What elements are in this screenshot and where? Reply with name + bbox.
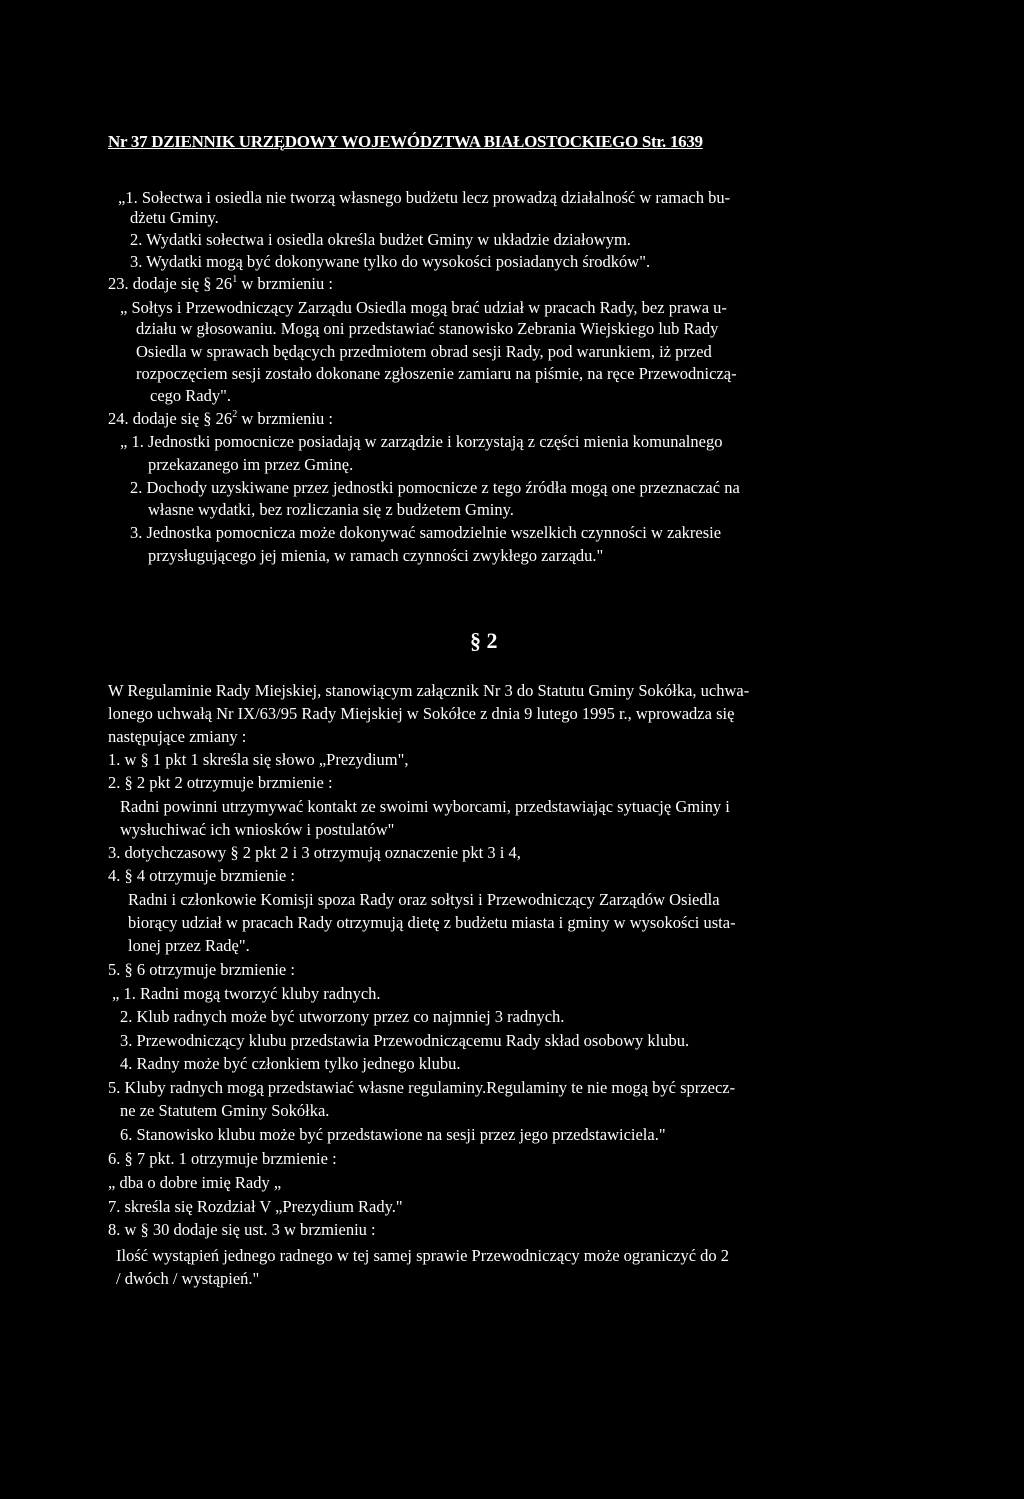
text-line: „ dba o dobre imię Rady „ xyxy=(108,1173,282,1192)
text-line: przekazanego im przez Gminę. xyxy=(148,455,354,474)
text-line: „ Sołtys i Przewodniczący Zarządu Osiedla mogą brać udział w pracach Rady, bez prawa u- xyxy=(120,298,727,317)
text-line: przysługującego jej mienia, w ramach czynności zwykłego zarządu." xyxy=(148,546,604,565)
superscript: 1 xyxy=(232,274,238,285)
text-line: „1. Sołectwa i osiedla nie tworzą własnego budżetu lecz prowadzą działalność w ramach bu- xyxy=(118,188,731,207)
text-line: dżetu Gminy. xyxy=(130,208,219,227)
text-line: 2. Dochody uzyskiwane przez jednostki pomocnicze z tego źródła mogą one przeznaczać na xyxy=(130,478,740,497)
text-line: ne ze Statutem Gminy Sokółka. xyxy=(120,1101,330,1120)
text-line: 8. w § 30 dodaje się ust. 3 w brzmieniu : xyxy=(108,1220,376,1239)
text-line: „ 1. Radni mogą tworzyć kluby radnych. xyxy=(112,984,381,1003)
text-line: cego Rady". xyxy=(150,386,231,405)
text-line: / dwóch / wystąpień." xyxy=(116,1269,260,1288)
section-mark: § 2 xyxy=(470,628,498,653)
text-line: 3. Przewodniczący klubu przedstawia Przewodniczącemu Rady skład osobowy klubu. xyxy=(120,1031,690,1050)
text-line: „ 1. Jednostki pomocnicze posiadają w zarządzie i korzystają z części mienia komunalnego xyxy=(120,432,723,451)
text-fragment: 23. dodaje się § 26 xyxy=(108,274,233,293)
text-fragment: w brzmieniu : xyxy=(237,274,333,293)
text-line: 5. § 6 otrzymuje brzmienie : xyxy=(108,960,295,979)
text-line: lonej przez Radę". xyxy=(128,936,250,955)
text-line: Radni powinni utrzymywać kontakt ze swoimi wyborcami, przedstawiając sytuację Gminy i xyxy=(120,797,730,816)
text-line xyxy=(108,409,333,429)
text-line: 2. Wydatki sołectwa i osiedla określa budżet Gminy w układzie działowym. xyxy=(130,230,631,249)
text-line: 6. § 7 pkt. 1 otrzymuje brzmienie : xyxy=(108,1149,337,1168)
text-line: 3. Wydatki mogą być dokonywane tylko do wysokości posiadanych środków". xyxy=(130,252,651,271)
text-line: 2. Klub radnych może być utworzony przez co najmniej 3 radnych. xyxy=(120,1007,565,1026)
text-line: 4. § 4 otrzymuje brzmienie : xyxy=(108,866,295,885)
text-line: 4. Radny może być członkiem tylko jednego klubu. xyxy=(120,1054,461,1073)
text-line: Radni i członkowie Komisji spoza Rady oraz sołtysi i Przewodniczący Zarządów Osiedla xyxy=(128,890,720,909)
text-fragment: w brzmieniu : xyxy=(237,409,333,428)
text-line: następujące zmiany : xyxy=(108,727,247,746)
text-line: 2. § 2 pkt 2 otrzymuje brzmienie : xyxy=(108,773,333,792)
text-line: biorący udział w pracach Rady otrzymują dietę z budżetu miasta i gminy w wysokości usta- xyxy=(128,913,736,932)
text-line: rozpoczęciem sesji zostało dokonane zgłoszenie zamiaru na piśmie, na ręce Przewodniczą- xyxy=(136,364,737,383)
text-line: własne wydatki, bez rozliczania się z budżetem Gminy. xyxy=(148,500,514,519)
text-line: Ilość wystąpień jednego radnego w tej samej sprawie Przewodniczący może ograniczyć do 2 xyxy=(116,1246,730,1265)
text-fragment: 24. dodaje się § 26 xyxy=(108,409,233,428)
text-line: 3. Jednostka pomocnicza może dokonywać samodzielnie wszelkich czynności w zakresie xyxy=(130,523,722,542)
superscript: 2 xyxy=(232,409,238,420)
text-line: wysłuchiwać ich wniosków i postulatów" xyxy=(120,820,395,839)
page-header: Nr 37 DZIENNIK URZĘDOWY WOJEWÓDZTWA BIAŁOSTOCKIEGO Str. 1639 xyxy=(108,132,703,151)
text-line xyxy=(108,274,333,294)
text-line: Osiedla w sprawach będących przedmiotem obrad sesji Rady, pod warunkiem, iż przed xyxy=(136,342,712,361)
text-line: 1. w § 1 pkt 1 skreśla się słowo „Prezydium", xyxy=(108,750,409,769)
text-line: 7. skreśla się Rozdział V „Prezydium Rady." xyxy=(108,1197,403,1216)
text-line: lonego uchwałą Nr IX/63/95 Rady Miejskiej w Sokółce z dnia 9 lutego 1995 r., wprowadza się xyxy=(108,704,735,723)
text-line: działu w głosowaniu. Mogą oni przedstawiać stanowisko Zebrania Wiejskiego lub Rady xyxy=(136,319,719,338)
text-line: W Regulaminie Rady Miejskiej, stanowiącym załącznik Nr 3 do Statutu Gminy Sokółka, uchwa- xyxy=(108,681,750,700)
text-line: 3. dotychczasowy § 2 pkt 2 i 3 otrzymują oznaczenie pkt 3 i 4, xyxy=(108,843,521,862)
text-line: 6. Stanowisko klubu może być przedstawione na sesji przez jego przedstawiciela." xyxy=(120,1125,666,1144)
text-line: 5. Kluby radnych mogą przedstawiać własne regulaminy.Regulaminy te nie mogą być sprzecz- xyxy=(108,1078,736,1097)
